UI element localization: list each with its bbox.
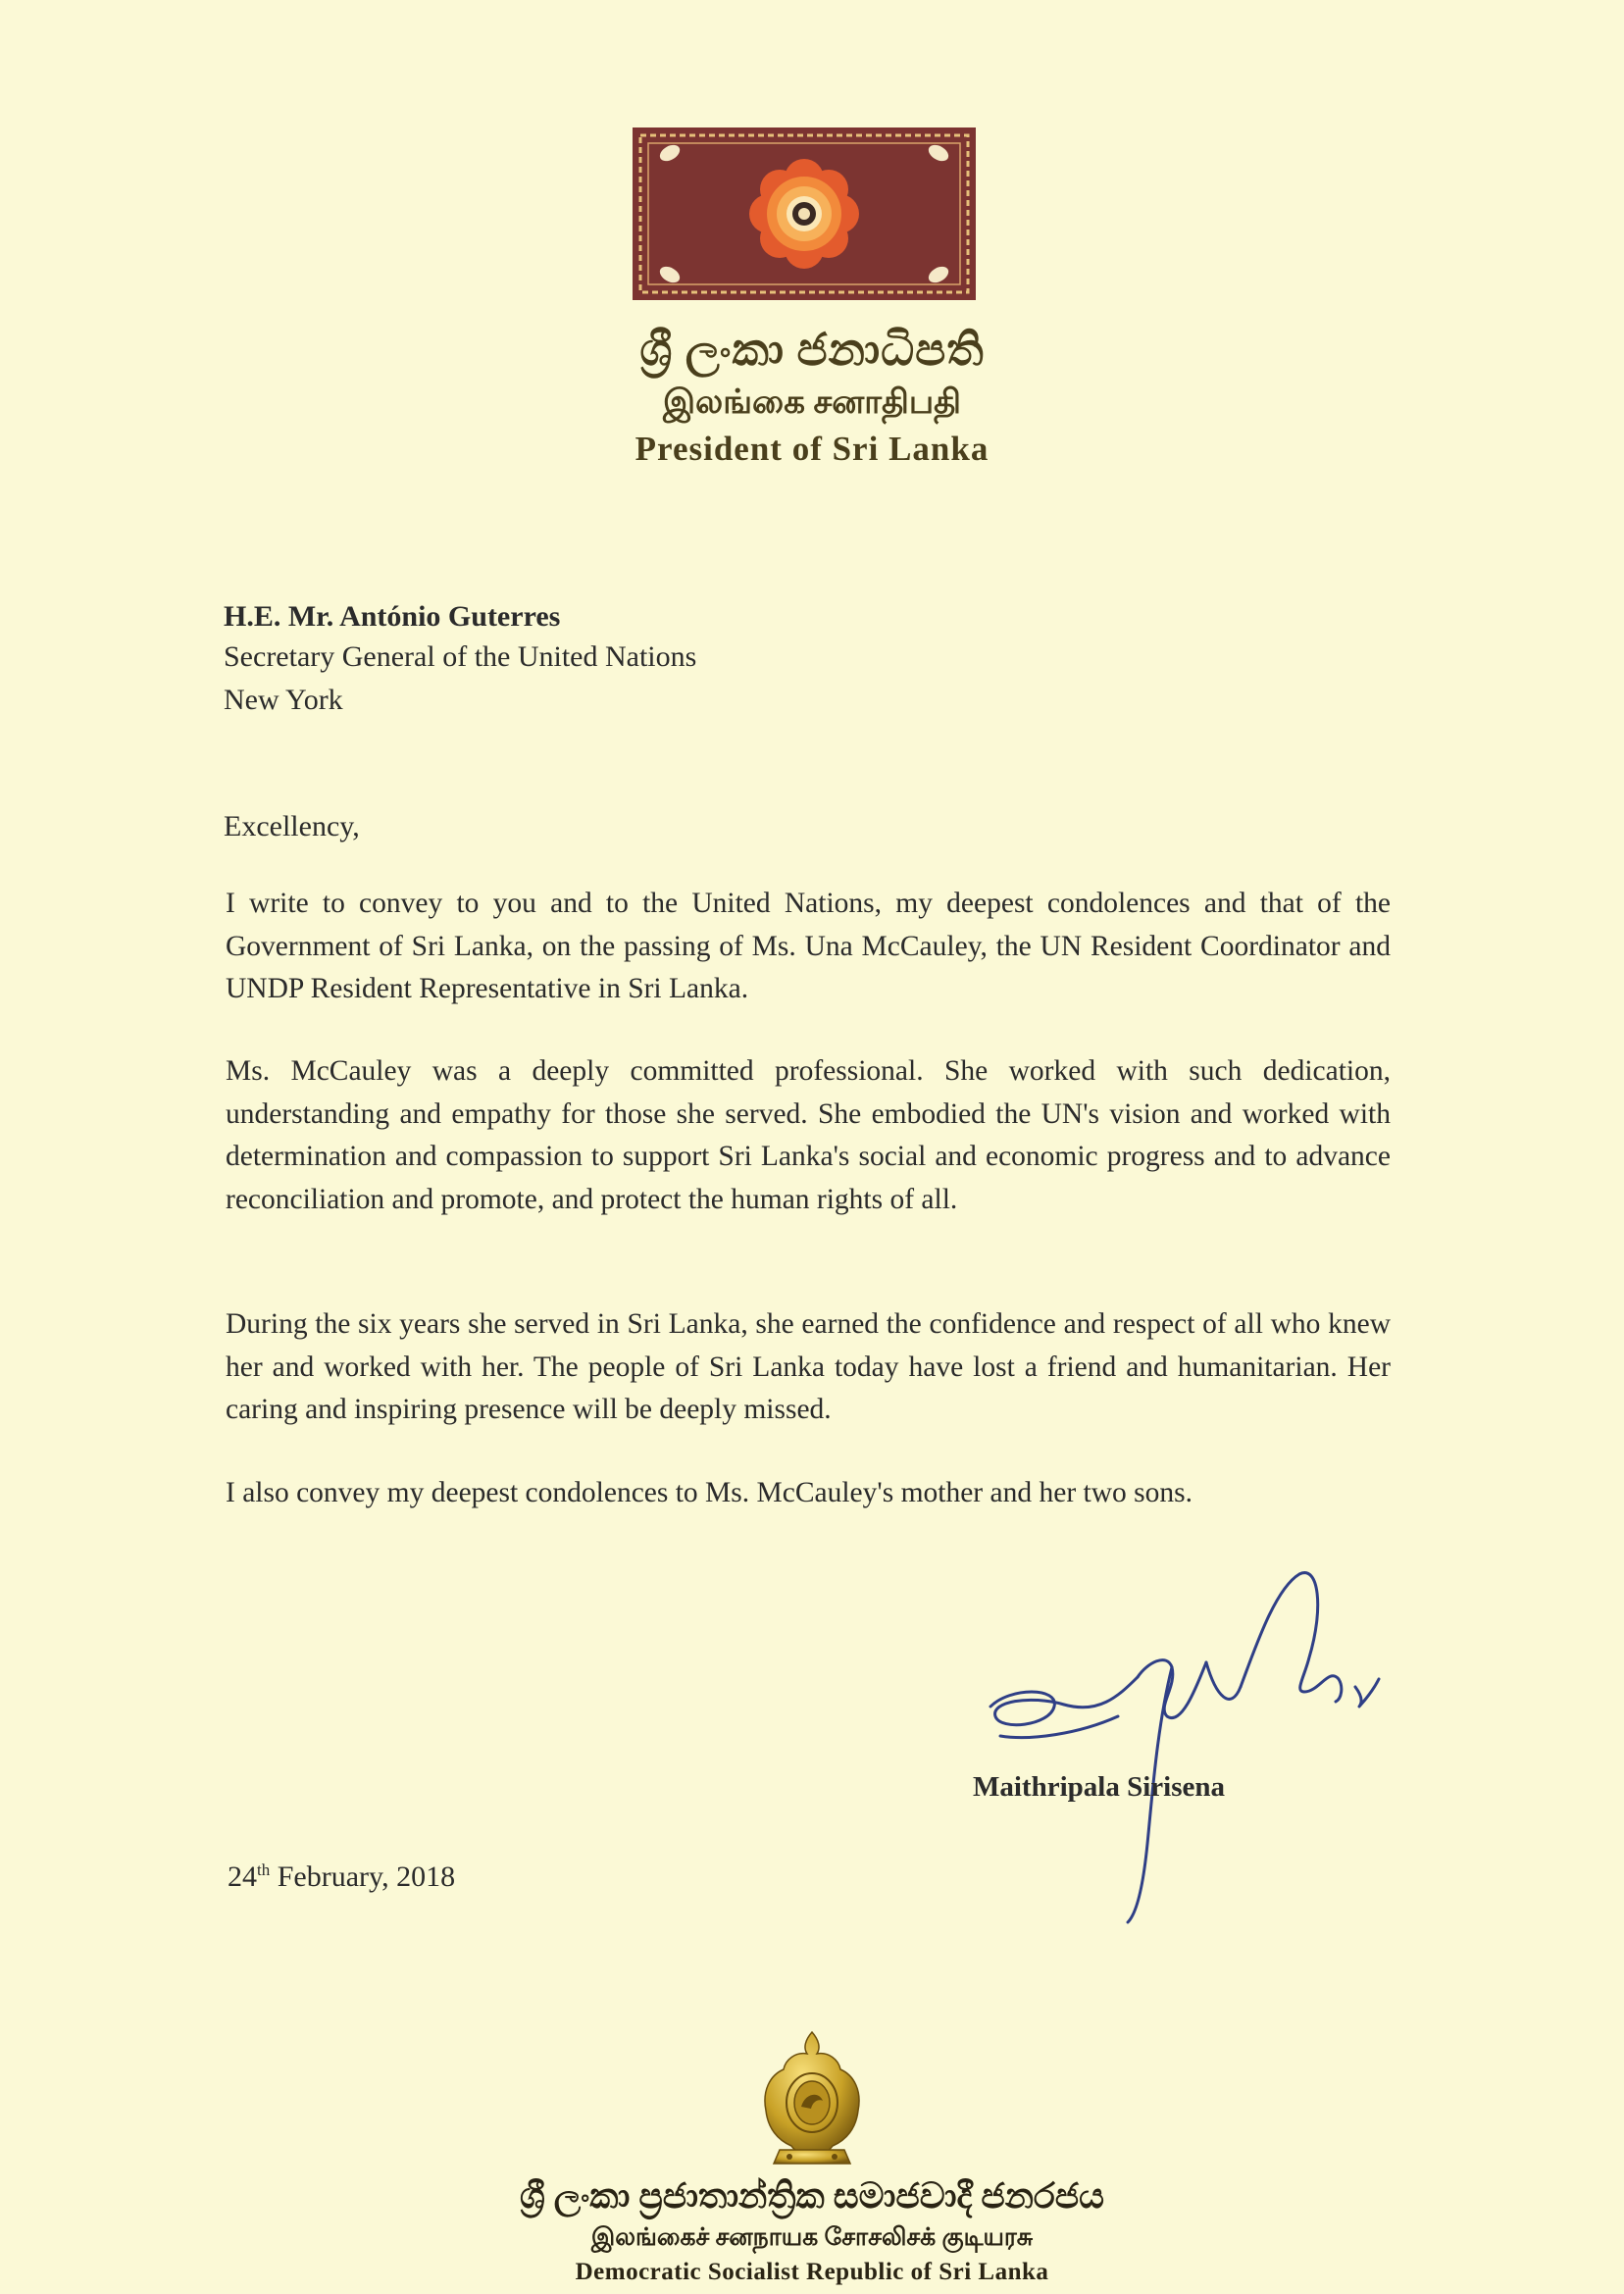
body-paragraph-3: During the six years she served in Sri Lanka, she earned the confidence and respect of all who knew her and worked with her. The people of Sri Lanka today have lost a friend and humanitarian. Her caring and inspiring presence will be deeply missed. [226,1308,1391,1425]
body-paragraph-1: I write to convey to you and to the United Nations, my deepest condolences and that of the Government of Sri Lanka, on the passing of Ms. Una McCauley, the UN Resident Coordinator and UNDP Resident Representative in Sri Lanka. [226,888,1391,1004]
recipient-title: Secretary General of the United Nations [224,640,697,673]
presidential-emblem-icon [633,127,976,300]
date-rest: February, 2018 [270,1861,456,1893]
recipient-name: H.E. Mr. António Guterres [224,600,561,633]
salutation: Excellency, [224,810,360,842]
letterhead-tamil: இலங்கை சனாதிபதி [662,384,962,421]
letterhead-sinhala: ශ්‍රී ලංකා ජනාධිපති [639,325,985,375]
body-paragraph-2: Ms. McCauley was a deeply committed professional. She worked with such dedication, understanding and empathy for those she served. She embodied the UN's vision and worked with determination and compassion to support Sri Lanka's social and economic progress and to advance reconciliation and promote, and protect the human rights of all. [226,1055,1391,1215]
letterhead-english: President of Sri Lanka [634,430,990,468]
footer-sinhala: ශ්‍රී ලංකා ප්‍රජාතාන්ත්‍රික සමාජවාදී ජනරජය [519,2176,1105,2216]
date-suffix: th [257,1861,271,1879]
handwritten-signature-icon [971,1569,1461,1932]
footer-english: Democratic Socialist Republic of Sri Lanka [575,2259,1049,2285]
national-crest-icon [760,2030,864,2172]
signatory-name: Maithripala Sirisena [973,1771,1225,1803]
body-paragraph-4: I also convey my deepest condolences to Ms. McCauley's mother and her two sons. [226,1477,1193,1508]
date-day: 24 [228,1861,257,1893]
recipient-city: New York [224,684,343,716]
letter-date [228,1861,455,1894]
footer-tamil: இலங்கைச் சனநாயக சோசலிசக் குடியரசு [590,2224,1034,2251]
